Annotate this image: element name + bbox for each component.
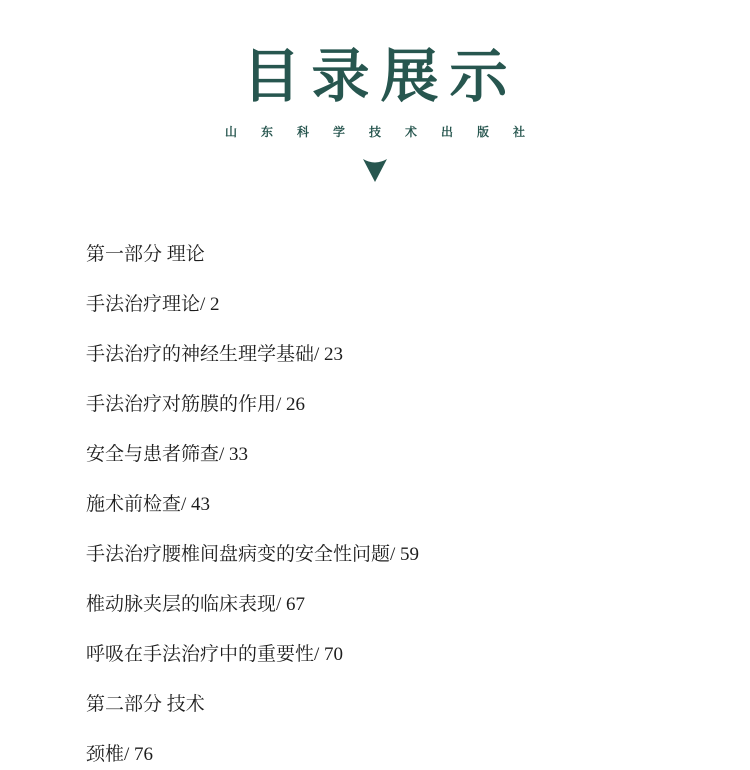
toc-entry: 手法治疗腰椎间盘病变的安全性问题/ 59 [86,544,420,565]
toc-entry-section: 第一部分 理论 [86,244,205,265]
header [0,0,750,182]
toc-entry: 手法治疗对筋膜的作用/ 26 [86,394,306,415]
toc-entry: 手法治疗的神经生理学基础/ 23 [86,344,344,365]
toc-entry: 呼吸在手法治疗中的重要性/ 70 [86,644,344,665]
section-divider [0,159,750,182]
toc-entry: 手法治疗理论/ 2 [86,294,220,315]
toc-entry-section: 第二部分 技术 [86,694,205,715]
toc-entry: 施术前检查/ 43 [86,494,211,515]
page-title: 目录展示 [242,44,519,109]
publisher-name: 山东科学技术出版社 [224,125,549,139]
toc-entry: 颈椎/ 76 [86,744,154,765]
toc-entry: 安全与患者筛查/ 33 [86,444,249,465]
toc-entry: 椎动脉夹层的临床表现/ 67 [86,594,306,615]
toc-list [86,230,710,770]
triangle-down-icon [363,169,387,186]
